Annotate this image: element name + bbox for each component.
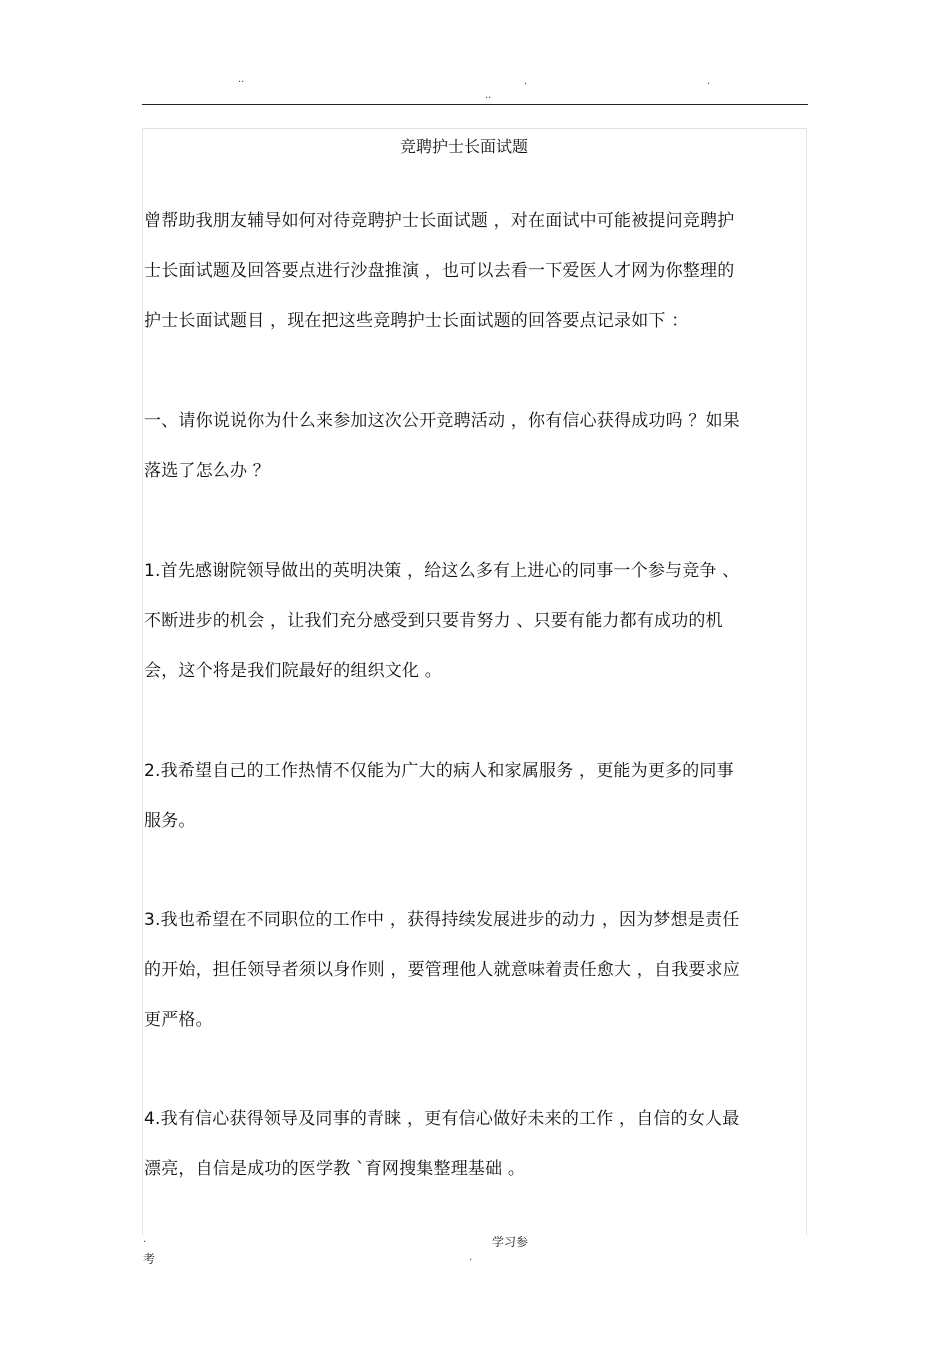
body-line: 1.首先感谢院领导做出的英明决策 ，给这么多有上进心的同事一个参与竞争 、 bbox=[144, 561, 740, 581]
footer-label: 学习参 bbox=[492, 1235, 529, 1249]
header-dot-2: . bbox=[524, 76, 528, 87]
body-line: 一、请你说说你为什么来参加这次公开竞聘活动 ，你有信心获得成功吗 ？如果 bbox=[144, 411, 741, 431]
body-line: 漂亮，自信是成功的医学教 `育网搜集整理基础 。 bbox=[144, 1159, 526, 1179]
header-rule bbox=[142, 104, 808, 105]
header-dot-1: .. bbox=[238, 74, 245, 85]
body-line: 4.我有信心获得领导及同事的青睐 ，更有信心做好未来的工作 ，自信的女人最 bbox=[144, 1109, 740, 1129]
body-line: 曾帮助我朋友辅导如何对待竞聘护士长面试题 ，对在面试中可能被提问竞聘护 bbox=[144, 211, 735, 231]
body-line: 服务。 bbox=[144, 811, 196, 831]
body-line: 落选了怎么办 ？ bbox=[144, 461, 271, 481]
body-line: 的开始，担任领导者须以身作则 ，要管理他人就意味着责任愈大 ，自我要求应 bbox=[144, 960, 741, 980]
body-line: 更严格。 bbox=[144, 1010, 213, 1030]
body-line: 会，这个将是我们院最好的组织文化 。 bbox=[144, 661, 443, 681]
body-line: 3.我也希望在不同职位的工作中 ，获得持续发展进步的动力 ，因为梦想是责任 bbox=[144, 910, 740, 930]
document-title: 竞聘护士长面试题 bbox=[400, 137, 529, 156]
footer-label-continued: 考 bbox=[143, 1252, 156, 1266]
page-frame bbox=[142, 128, 807, 1235]
body-line: 护士长面试题目 ，现在把这些竞聘护士长面试题的回答要点记录如下 ： bbox=[144, 311, 689, 331]
header-dot-3: . bbox=[707, 76, 711, 87]
footer-dot-center: . bbox=[469, 1252, 473, 1263]
body-line: 士长面试题及回答要点进行沙盘推演 ，也可以去看一下爱医人才网为你整理的 bbox=[144, 261, 735, 281]
header-dot-4: .. bbox=[485, 90, 492, 101]
footer-dot-left: . bbox=[143, 1234, 147, 1245]
body-line: 不断进步的机会 ，让我们充分感受到只要肯努力 、只要有能力都有成功的机 bbox=[144, 611, 723, 631]
body-line: 2.我希望自己的工作热情不仅能为广大的病人和家属服务 ，更能为更多的同事 bbox=[144, 761, 734, 781]
